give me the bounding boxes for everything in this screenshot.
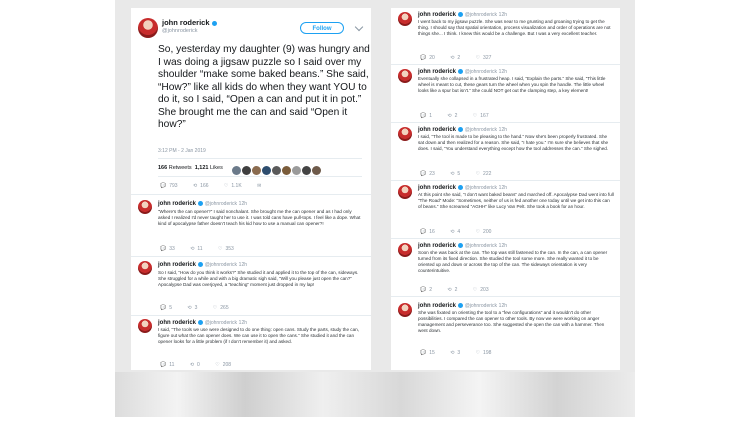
- avatar[interactable]: [398, 243, 412, 257]
- avatar[interactable]: [138, 18, 158, 38]
- reply-icon: 💬: [420, 113, 427, 119]
- retweet-icon: ⟲: [447, 287, 452, 293]
- reply-actions: [420, 171, 505, 177]
- verified-badge-icon: [458, 69, 463, 74]
- retweet-button[interactable]: ⟲ 2: [450, 55, 461, 61]
- avatar[interactable]: [312, 166, 321, 175]
- retweet-button[interactable]: ⟲ 3: [187, 305, 198, 311]
- avatar[interactable]: [232, 166, 241, 175]
- retweet-icon: ⟲: [190, 246, 195, 252]
- author-name[interactable]: john roderick: [162, 18, 217, 27]
- like-button[interactable]: ♡ 200: [475, 229, 492, 235]
- heart-icon: ♡: [475, 171, 481, 177]
- retweet-icon: ⟲: [450, 350, 455, 356]
- avatar[interactable]: [398, 185, 412, 199]
- reply-button[interactable]: 💬 2: [420, 287, 433, 293]
- tweet-actions: [160, 183, 278, 189]
- divider: [391, 238, 620, 239]
- author-handle[interactable]: @johnroderick: [162, 28, 198, 34]
- tweet-timestamp[interactable]: 3:12 PM - 2 Jan 2019: [158, 148, 206, 154]
- heart-icon: ♡: [212, 305, 218, 311]
- heart-icon: ♡: [472, 113, 478, 119]
- avatar[interactable]: [398, 127, 412, 141]
- like-button[interactable]: ♡ 167: [472, 113, 489, 119]
- avatar[interactable]: [138, 319, 152, 333]
- engagement-stats: 166 Retweets 1,121 Likes: [158, 165, 223, 171]
- reply-icon: 💬: [420, 229, 427, 235]
- reply-text: Eventually she collapsed in a frustrated heap. I said, “Explain the parts.” She said, “This little wheel is meant to cut, these gears turn the wheel when you spin the handle. The little wheel looks like a spur but isn't.” She could NOT get out the clamping step, a key element!: [418, 76, 606, 93]
- reply-button[interactable]: 💬 793: [160, 183, 178, 189]
- divider: [391, 296, 620, 297]
- retweet-icon: ⟲: [187, 305, 192, 311]
- retweet-button[interactable]: ⟲ 166: [192, 183, 209, 189]
- retweet-icon: ⟲: [450, 229, 455, 235]
- avatar[interactable]: [302, 166, 311, 175]
- like-button[interactable]: ♡ 265: [212, 305, 229, 311]
- reply-actions: [160, 362, 245, 368]
- reply-icon: 💬: [160, 362, 167, 368]
- retweet-button[interactable]: ⟲ 2: [447, 113, 458, 119]
- reply-text: “Where's the can opener?” I said nonchalant. She brought me the can opener and as I had only asked I realized I'd never taught her to use it. I was told cans have pull-tops. I feel like a dope. What kind of apocalypse father doesn't teach his kid how to use a manual can opener?!: [158, 209, 361, 226]
- retweet-icon: ⟲: [450, 55, 455, 61]
- reply-author[interactable]: john roderick @johnroderick 12h: [158, 262, 248, 269]
- reply-icon: 💬: [420, 171, 427, 177]
- verified-badge-icon: [458, 12, 463, 17]
- like-button[interactable]: ♡ 203: [472, 287, 489, 293]
- retweet-icon: ⟲: [447, 113, 452, 119]
- avatar[interactable]: [282, 166, 291, 175]
- envelope-icon: ✉: [257, 183, 262, 189]
- heart-icon: ♡: [217, 246, 223, 252]
- avatar[interactable]: [138, 200, 152, 214]
- heart-icon: ♡: [215, 362, 220, 368]
- reply-actions: [420, 113, 503, 119]
- verified-badge-icon: [198, 201, 203, 206]
- reply-actions: [420, 287, 503, 293]
- reply-actions: [160, 305, 243, 311]
- reply-text: Soon she was back at the can. The top was still fastened to the can. In the can, a can opener turned from its fixed direction. She studied the tool some more. She really wanted it to be oriented up and down or across the top of the can. The sideways orientation is very counterintuitive.: [418, 250, 608, 273]
- dm-button[interactable]: [257, 183, 264, 189]
- reply-text: So I said, “How do you think it works?” She studied it and applied it to the top of the can, sideways. She struggled for a while and with a big dramatic sigh said, “Will you please just open the can?” Apocalypse Dad was overjoyed, a “teaching” moment just dropped in my lap!: [158, 270, 359, 287]
- reply-text: I said, “The tool is made to be pleasing to the hand.” Now she's been properly frustrated. She sat down and then realized for a reason. She said, “I hate you.” I'm sure she believes that she does. I said, “You understand everything except how the tool addresses the can.” She sighed.: [418, 134, 609, 151]
- follow-button[interactable]: Follow: [300, 22, 344, 34]
- like-button[interactable]: ♡ 353: [217, 246, 234, 252]
- reply-icon: 💬: [420, 287, 427, 293]
- like-button[interactable]: ♡ 198: [475, 350, 492, 356]
- reply-text: At this point she said, “I don't want baked beans” and marched off. Apocalypse Dad went into full “The Road” Mode: “Sometimes, neither of us is fed another one today until we get into this can of beans.” She screamed “AGHH” like Lucy Van Pelt. She took a book for an hour.: [418, 192, 614, 209]
- reply-button[interactable]: 💬 11: [160, 362, 175, 368]
- retweet-button[interactable]: ⟲ 4: [450, 229, 461, 235]
- avatar[interactable]: [262, 166, 271, 175]
- reply-author[interactable]: john roderick @johnroderick 12h: [158, 320, 248, 327]
- retweet-button[interactable]: ⟲ 2: [447, 287, 458, 293]
- like-button[interactable]: ♡ 1.1K: [223, 183, 242, 189]
- reply-author[interactable]: john roderick @johnroderick 12h: [418, 69, 508, 76]
- reply-actions: [160, 246, 248, 252]
- divider: [131, 256, 371, 257]
- divider: [131, 315, 371, 316]
- reply-author[interactable]: john roderick @johnroderick 12h: [418, 127, 508, 134]
- reply-author[interactable]: john roderick @johnroderick 12h: [158, 201, 248, 208]
- verified-badge-icon: [198, 262, 203, 267]
- reply-icon: 💬: [160, 183, 167, 189]
- like-button[interactable]: ♡ 222: [475, 171, 492, 177]
- avatar[interactable]: [398, 69, 412, 83]
- reply-author[interactable]: john roderick @johnroderick 12h: [418, 185, 508, 192]
- retweet-icon: ⟲: [450, 171, 455, 177]
- reply-text: I went back to my jigsaw puzzle. She was near to me grunting and groaning trying to get the thing. I should say that spatial orientation, process visualization and order of operations are not things she... I think. I knew this would be a challenge. But I was a very excellent teacher.: [418, 19, 611, 36]
- blurred-strip: [115, 372, 635, 417]
- reply-button[interactable]: 💬 15: [420, 350, 435, 356]
- reply-actions: [420, 229, 505, 235]
- retweet-button[interactable]: ⟲ 11: [190, 246, 203, 252]
- verified-badge-icon: [458, 243, 463, 248]
- reply-button[interactable]: 💬 5: [160, 305, 173, 311]
- avatar[interactable]: [242, 166, 251, 175]
- divider: [158, 176, 362, 177]
- reply-text: She was fixated on orienting the tool to a “few configurations” and it wouldn't do other possibilities. I compared the can opener to other tools. By now we were working on anger management and perseverance too. She suggested she open the can with a hammer. Then went down.: [418, 310, 605, 333]
- reply-author[interactable]: john roderick @johnroderick 12h: [418, 243, 508, 250]
- heart-icon: ♡: [472, 287, 478, 293]
- avatar[interactable]: [272, 166, 281, 175]
- verified-badge-icon: [212, 21, 217, 26]
- reply-button[interactable]: 💬 23: [420, 171, 435, 177]
- divider: [391, 180, 620, 181]
- reply-button[interactable]: 💬 16: [420, 229, 435, 235]
- reply-actions: [420, 350, 505, 356]
- retweet-button[interactable]: ⟲ 0: [189, 362, 200, 368]
- reply-text: I said, “The tools we use were designed to do one thing: open cans. Study the parts, study the can, figure out what the can opener does. We can use it to open the cans.” She studied it and the can opener looks for a little problem (if I don't remember it) and asked.: [158, 327, 359, 344]
- like-button[interactable]: ♡ 327: [475, 55, 492, 61]
- avatar[interactable]: [398, 12, 412, 26]
- retweet-button[interactable]: ⟲ 3: [450, 350, 461, 356]
- reply-author[interactable]: john roderick @johnroderick 12h: [418, 12, 508, 19]
- heart-icon: ♡: [475, 55, 481, 61]
- reply-icon: 💬: [160, 246, 167, 252]
- heart-icon: ♡: [475, 350, 481, 356]
- retweet-icon: ⟲: [192, 183, 198, 189]
- avatar[interactable]: [292, 166, 301, 175]
- reply-actions: [420, 55, 505, 61]
- verified-badge-icon: [458, 185, 463, 190]
- avatar[interactable]: [398, 303, 412, 317]
- reply-button[interactable]: 💬 33: [160, 246, 175, 252]
- reply-button[interactable]: 💬 20: [420, 55, 435, 61]
- heart-icon: ♡: [475, 229, 481, 235]
- reply-icon: 💬: [420, 55, 427, 61]
- divider: [391, 122, 620, 123]
- reply-author[interactable]: john roderick @johnroderick 12h: [418, 303, 508, 310]
- like-button[interactable]: ♡ 208: [215, 362, 232, 368]
- retweet-icon: ⟲: [189, 362, 195, 368]
- avatar[interactable]: [252, 166, 261, 175]
- verified-badge-icon: [458, 303, 463, 308]
- liker-avatars: [232, 162, 322, 180]
- divider: [391, 64, 620, 65]
- reply-button[interactable]: 💬 1: [420, 113, 433, 119]
- divider: [131, 194, 371, 195]
- divider: [158, 158, 362, 159]
- verified-badge-icon: [198, 320, 203, 325]
- heart-icon: ♡: [223, 183, 229, 189]
- reply-icon: 💬: [160, 305, 167, 311]
- verified-badge-icon: [458, 127, 463, 132]
- reply-icon: 💬: [420, 350, 427, 356]
- tweet-text: So, yesterday my daughter (9) was hungry and I was doing a jigsaw puzzle so I said over my shoulder “make some baked beans.” She said, “How?” like all kids do when they want YOU to do it, so I said, “Open a can and put it in pot.” She brought me the can and said “Open it how?”: [158, 44, 370, 130]
- avatar[interactable]: [138, 261, 152, 275]
- retweet-button[interactable]: ⟲ 5: [450, 171, 461, 177]
